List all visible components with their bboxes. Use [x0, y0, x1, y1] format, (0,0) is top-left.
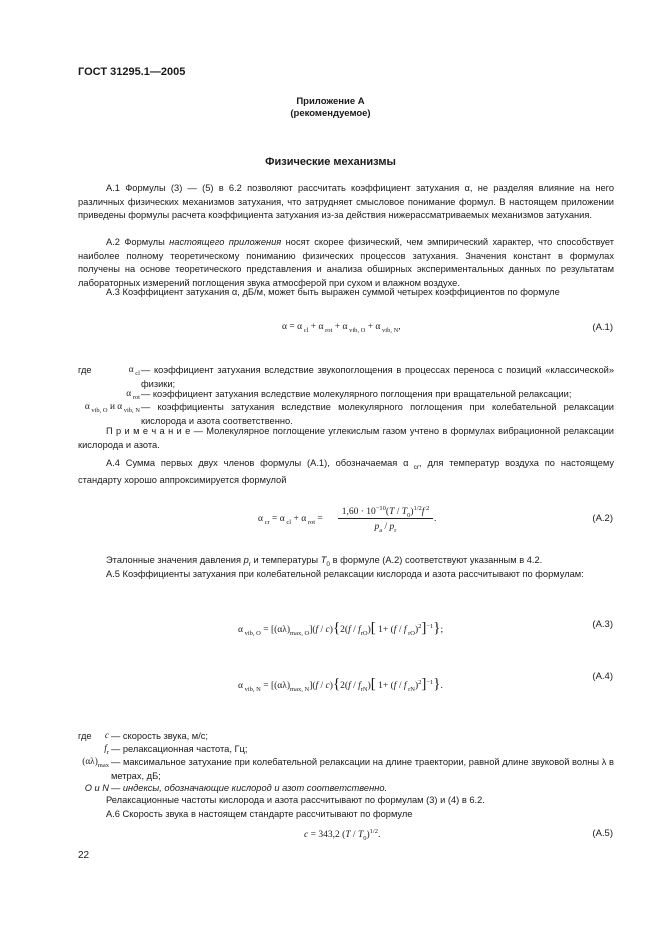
symbol-alpha-lambda-max: $(\alpha\lambda)_{max}$	[82, 757, 109, 769]
note: П р и м е ч а н и е — Молекулярное поглощение углекислым газом учтено в формулах вибрационной релаксации кислорода и азота.	[78, 426, 614, 450]
formula-a4: α $_{vib, N} = [(\alpha\lambda)_{max, N}](f / c)\{2(f / f_{rN})$[ 1+ (f / f $_{rN}$)$^2$]$^{-1}$}.	[238, 676, 443, 693]
desc-alpha-cl: — коэффициент затухания вследствие звукопоглощения в процессах переноса с позиций «классической» физики;	[141, 365, 614, 389]
where-label: где	[78, 365, 92, 375]
symbol-o-and-n: O и N	[84, 783, 109, 793]
desc-o-and-n: — индексы, обозначающие кислород и азот соответственно.	[111, 783, 388, 793]
equation-number-a5: (А.5)	[592, 828, 613, 839]
formula-a5: c = 343,2 $(T / T_0)^{1/2}$.	[304, 828, 381, 843]
where-list-1	[78, 364, 614, 424]
equation-number-a4: (А.4)	[592, 671, 613, 682]
desc-c: — скорость звука, м/с;	[111, 731, 209, 741]
equation-number-a3: (А.3)	[592, 619, 613, 630]
paragraph-a5: А.5 Коэффициенты затухания при колебательной релаксации кислорода и азота рассчитывают по формулам:	[106, 569, 584, 579]
symbol-alpha-cl: α $_{cl}$	[128, 365, 140, 377]
reference-values: Эталонные значения давления $p_r$ и температуры $T_0$ в формуле (А.2) соответствуют указанным в 4.2.	[106, 555, 543, 568]
desc-alpha-vib: — коэффициенты затухания вследствие молекулярного поглощения при колебательной релаксации кислорода и азота соответственно.	[141, 402, 614, 426]
annex-subtitle: (рекомендуемое)	[290, 108, 371, 119]
paragraph-a2: А.2 Формулы настоящего приложения носят скорее физический, чем эмпирический характер, что способствует наиболее полному теоретическому пониманию физических процессов затухания. Значения констант в формулах получены на основе теоретического представления и анализа обширных экспериментальных данных по результатам лабораторных измерений поглощения звука атмосферой при сухом и влажном воздухе.	[78, 237, 615, 288]
formula-a3: α $_{vib, O} = [(\alpha\lambda)_{max, O}](f / c)\{2(f / f_{rO})$[ 1+ (f / f $_{rO}$)$^2$]$^{-1}$};	[238, 620, 444, 637]
paragraph-a4: А.4 Сумма первых двух членов формулы (А.1), обозначаемая α $_{cr}$, для температур воздуха по настоящему стандарту хорошо аппроксимируется формулой	[78, 458, 614, 486]
formula-a1: α = α $_{cl}$ + α $_{rot}$ + α $_{vib, O}$ + α $_{vib, N}$,	[282, 322, 401, 334]
standard-header: ГОСТ 31295.1—2005	[78, 66, 186, 78]
where-list-2	[78, 730, 614, 792]
desc-alpha-rot: — коэффициент затухания вследствие молекулярного поглощения при вращательной релаксации;	[141, 389, 572, 399]
symbol-alpha-vib: α $_{vib, O}$ и α $_{vib, N}$	[84, 402, 140, 414]
paragraph-a1: А.1 Формулы (3) — (5) в 6.2 позволяют рассчитать коэффициент затухания α, не разделяя влияние на него различных физических механизмов затухания, что затрудняет смысловое понимание формул. В настоящем приложении приведены формулы расчета коэффициента затухания из-за действия нижерассматриваемых механизмов затухания.	[78, 183, 614, 221]
symbol-c: c	[104, 731, 109, 741]
desc-fr: — релаксационная частота, Гц;	[111, 744, 248, 754]
where-label-2: где	[78, 731, 92, 741]
section-title: Физические механизмы	[265, 156, 396, 168]
page-number: 22	[78, 850, 90, 861]
paragraph-a3: А.3 Коэффициент затухания α, дБ/м, может быть выражен суммой четырех коэффициентов по формуле	[106, 287, 560, 297]
paragraph-a6: А.6 Скорость звука в настоящем стандарте рассчитывают по формуле	[106, 809, 413, 819]
relaxation-frequencies: Релаксационные частоты кислорода и азота рассчитывают по формулам (3) и (4) в 6.2.	[106, 795, 485, 805]
symbol-alpha-rot: α $_{rot}$	[126, 389, 140, 401]
symbol-fr: $f_r$	[104, 744, 109, 756]
desc-alpha-lambda-max: — максимальное затухание при колебательной релаксации на длине траектории, равной длине звуковой волны λ в метрах, дБ;	[111, 757, 614, 781]
annex-title: Приложение А	[296, 96, 365, 107]
equation-number-a1: (А.1)	[592, 322, 613, 333]
equation-number-a2: (А.2)	[592, 513, 613, 524]
